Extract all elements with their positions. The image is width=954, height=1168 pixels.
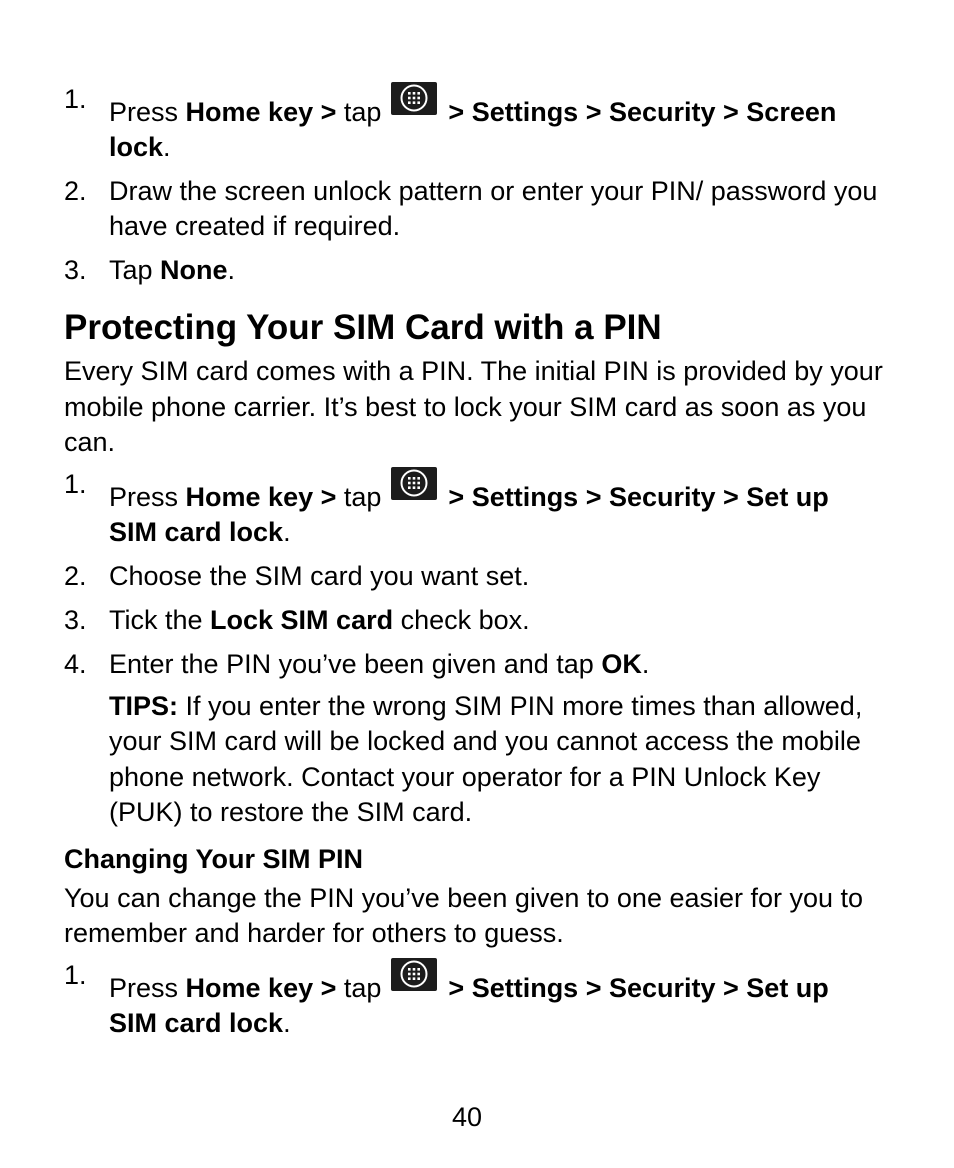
apps-grid-icon bbox=[391, 958, 437, 991]
steps-list-screen-lock bbox=[64, 82, 884, 288]
list-item: 3. Tick the Lock SIM card check box. bbox=[64, 603, 884, 638]
list-item: 1. Press Home key > tap > Settings > Security > Set up SIM card lock. bbox=[64, 959, 829, 1038]
tips-text: If you enter the wrong SIM PIN more times than allowed, your SIM card will be locked and you cannot access the mobile phone network. Contact your operator for a PIN Unlock Key (PUK) to restore the SIM card. bbox=[109, 690, 863, 827]
document-page bbox=[64, 82, 884, 1050]
steps-list-sim-lock bbox=[64, 467, 884, 682]
list-item: 1. Press Home key > tap > Settings > Security > Set up SIM card lock. bbox=[64, 468, 829, 547]
step-number: 1. bbox=[64, 84, 87, 114]
section-title-protecting-sim: Protecting Your SIM Card with a PIN bbox=[64, 308, 662, 347]
page-number: 40 bbox=[451, 1102, 483, 1132]
section-title-changing-pin: Changing Your SIM PIN bbox=[64, 843, 364, 874]
step-number: 3. bbox=[64, 604, 87, 635]
section-intro: You can change the PIN you’ve been given to one easier for you to remember and harder for others to guess. bbox=[64, 882, 864, 948]
list-item: 4. Enter the PIN you’ve been given and tap OK. bbox=[64, 647, 884, 682]
step-number: 1. bbox=[64, 959, 87, 990]
step-number: 4. bbox=[64, 648, 87, 679]
apps-grid-icon bbox=[391, 467, 437, 500]
section-intro: Every SIM card comes with a PIN. The initial PIN is provided by your mobile phone carrier. It’s best to lock your SIM card as soon as you can. bbox=[64, 356, 883, 457]
tips-label: TIPS: bbox=[109, 690, 179, 721]
list-item: 2. Choose the SIM card you want set. bbox=[64, 559, 884, 594]
steps-list-change-pin bbox=[64, 958, 884, 1041]
step-number: 2. bbox=[64, 176, 87, 206]
step-number: 1. bbox=[64, 468, 87, 499]
tips-note bbox=[64, 689, 884, 831]
apps-grid-icon bbox=[391, 82, 437, 115]
list-item: 3. Tap None. bbox=[64, 253, 884, 288]
step-number: 2. bbox=[64, 560, 87, 591]
step-number: 3. bbox=[64, 255, 87, 285]
list-item: 2. Draw the screen unlock pattern or enter your PIN/ password you have created if required. bbox=[64, 176, 878, 241]
list-item: 1. Press Home key > tap > Settings > Security > Screen lock. bbox=[64, 84, 837, 162]
